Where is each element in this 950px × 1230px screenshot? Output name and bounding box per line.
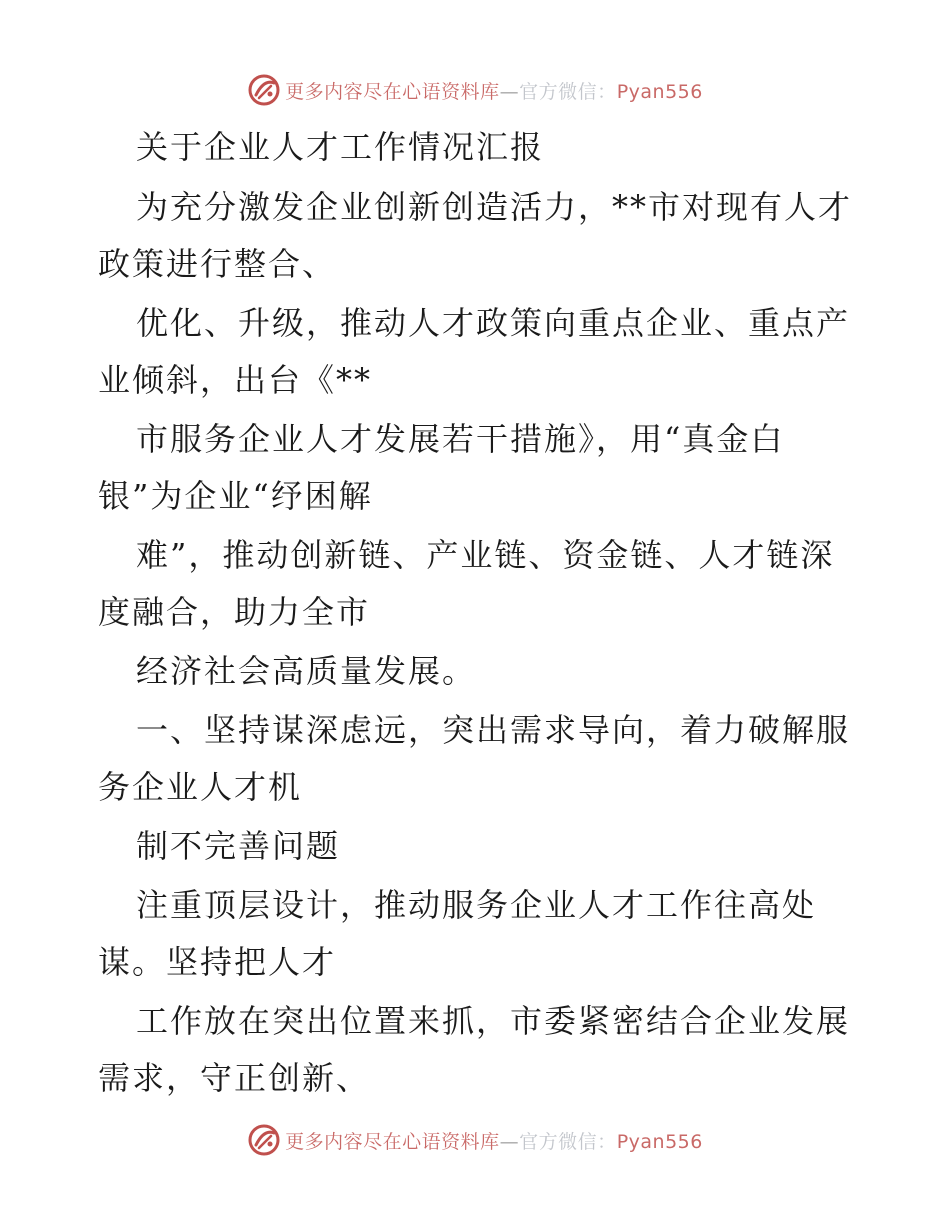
watermark-title: 更多内容尽在心语资料库 <box>285 80 500 103</box>
paragraph-line: 业倾斜，出台《** <box>98 361 373 399</box>
watermark-text <box>285 77 703 104</box>
watermark-text <box>285 1127 703 1154</box>
section-heading: 制不完善问题 <box>136 827 341 865</box>
paragraph-line: 政策进行整合、 <box>98 245 337 283</box>
paragraph-line: 市服务企业人才发展若干措施》，用“真金白 <box>136 420 785 458</box>
paragraph-line: 度融合，助力全市 <box>98 593 371 631</box>
paragraph-line: 谋。坚持把人才 <box>98 943 337 981</box>
paragraph-line: 需求，守正创新、 <box>98 1059 371 1097</box>
watermark-wechat-label: 官方微信： <box>519 1130 617 1153</box>
watermark-title: 更多内容尽在心语资料库 <box>285 1130 500 1153</box>
paragraph-line: 经济社会高质量发展。 <box>136 652 477 690</box>
header-watermark <box>0 72 950 108</box>
paragraph-line: 银”为企业“纾困解 <box>98 477 373 515</box>
watermark-wechat-label: 官方微信： <box>519 80 617 103</box>
paragraph-line: 工作放在突出位置来抓，市委紧密结合企业发展 <box>136 1002 851 1040</box>
watermark-wechat-id: Pyan556 <box>616 80 703 103</box>
watermark-wechat-id: Pyan556 <box>616 1130 703 1153</box>
document-title: 关于企业人才工作情况汇报 <box>136 128 545 166</box>
watermark-dash: — <box>499 80 520 103</box>
paragraph-line: 优化、升级，推动人才政策向重点企业、重点产 <box>136 304 851 342</box>
section-heading: 务企业人才机 <box>98 768 303 806</box>
paragraph-line: 为充分激发企业创新创造活力，**市对现有人才 <box>136 188 853 226</box>
stamp-logo-icon <box>247 1123 281 1157</box>
stamp-logo-icon <box>247 73 281 107</box>
paragraph-line: 难”，推动创新链、产业链、资金链、人才链深 <box>136 536 835 574</box>
section-heading: 一、坚持谋深虑远，突出需求导向，着力破解服 <box>136 711 851 749</box>
watermark-dash: — <box>499 1130 520 1153</box>
footer-watermark <box>0 1122 950 1158</box>
paragraph-line: 注重顶层设计，推动服务企业人才工作往高处 <box>136 886 817 924</box>
